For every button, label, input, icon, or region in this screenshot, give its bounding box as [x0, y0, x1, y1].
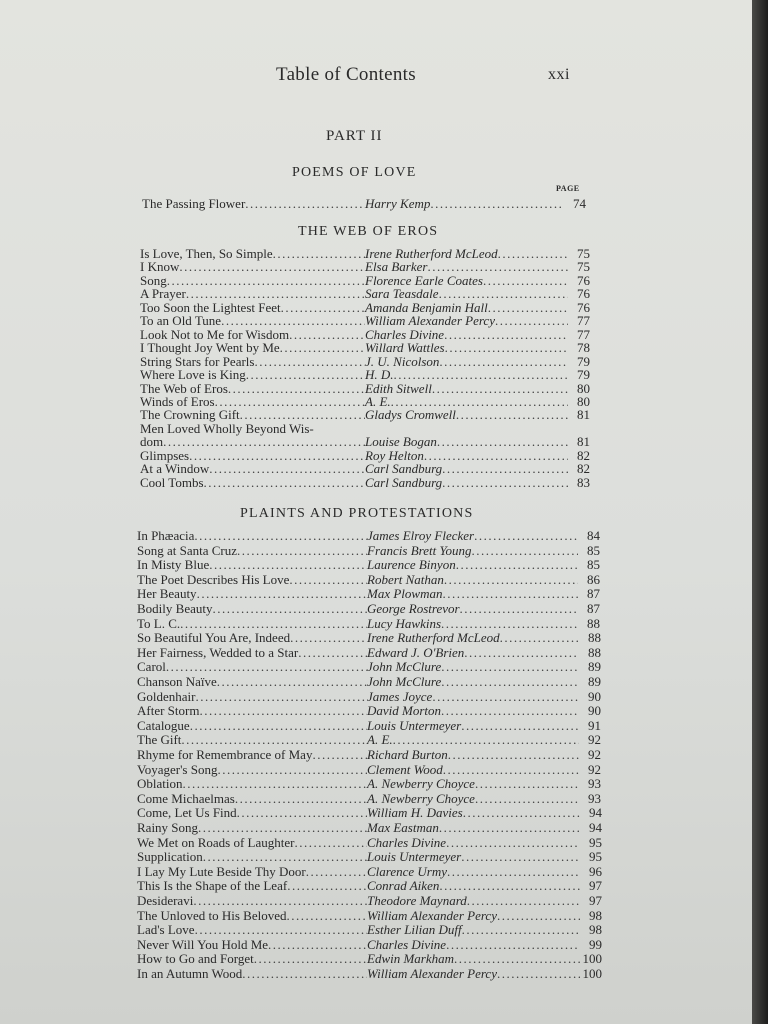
toc-entry-title: At a Window	[140, 461, 210, 477]
dot-leader	[497, 908, 580, 924]
dot-leader	[462, 922, 580, 938]
dot-leader	[448, 747, 579, 763]
toc-entry-author: Edith Sitwell	[365, 380, 432, 396]
dot-leader	[443, 762, 579, 778]
toc-entry-author: John McClure	[367, 674, 442, 689]
toc-entry-author: Richard Burton	[367, 747, 448, 762]
toc-entry-author: A. Newberry Choyce	[367, 790, 475, 806]
toc-entry-author: Edwin Markham	[367, 951, 455, 967]
toc-entry-author: Louise Bogan	[365, 434, 437, 450]
toc-entry-author: Irene Rutherford McLeod	[365, 246, 498, 261]
toc-entry-title: We Met on Roads of Laughter	[137, 834, 295, 850]
dot-leader	[194, 528, 367, 544]
toc-entry-title: The Passing Flower	[142, 196, 246, 211]
dot-leader	[268, 937, 367, 953]
toc-entry-page: 95	[589, 834, 602, 850]
dot-leader	[217, 674, 367, 690]
toc-entry-page: 83	[577, 474, 590, 490]
toc-entry-page: 77	[577, 326, 590, 342]
dot-leader	[442, 475, 568, 491]
dot-leader	[441, 616, 578, 632]
toc-entry-author: James Joyce	[367, 688, 433, 704]
toc-entry-author: Clement Wood	[367, 761, 443, 777]
dot-leader	[290, 630, 367, 646]
toc-entry	[137, 543, 600, 559]
dot-leader	[212, 601, 367, 617]
toc-entry-title: In Phæacia	[137, 528, 195, 543]
toc-entry-page: 76	[577, 286, 590, 302]
toc-entry-author: George Rostrevor	[367, 601, 460, 616]
dot-leader	[289, 572, 367, 588]
toc-entry-title: The Web of Eros	[140, 380, 228, 396]
dot-leader	[195, 922, 367, 938]
toc-entry-page: 80	[577, 380, 590, 396]
toc-entry	[137, 893, 602, 909]
toc-entry-page: 74	[573, 196, 586, 211]
dot-leader	[235, 791, 367, 807]
dot-leader	[461, 718, 579, 734]
toc-entry-title: Supplication	[137, 849, 203, 865]
toc-entry-author: Charles Divine	[367, 936, 447, 952]
page-folio: xxi	[548, 66, 570, 83]
toc-entry-title: I Know	[140, 259, 180, 275]
toc-entry-page: 100	[582, 966, 602, 981]
toc-entry-author: Louis Untermeyer	[367, 849, 462, 865]
toc-entry	[137, 586, 600, 602]
dot-leader	[198, 820, 367, 836]
toc-entry-author: Edward J. O'Brien	[367, 644, 465, 660]
dot-leader	[441, 674, 579, 690]
toc-entry-title: The Gift	[137, 732, 182, 748]
toc-entry	[137, 557, 600, 573]
toc-entry-title: To an Old Tune	[140, 313, 222, 329]
dot-leader	[306, 864, 367, 880]
toc-entry-title: Song	[140, 272, 167, 288]
toc-entry-page: 94	[589, 820, 602, 835]
dot-leader	[456, 407, 568, 423]
toc-entry-page: 99	[589, 936, 602, 952]
running-head: Table of Contents	[276, 64, 416, 85]
toc-entry-page: 88	[587, 615, 600, 631]
toc-entry-author: Lucy Hawkins	[367, 615, 442, 631]
toc-entry	[137, 747, 601, 763]
toc-entry-page: 91	[588, 717, 601, 733]
dot-leader	[447, 864, 580, 880]
toc-entry	[137, 864, 602, 880]
dot-leader	[203, 849, 367, 865]
dot-leader	[442, 586, 578, 602]
toc-entry-author: Charles Divine	[365, 326, 445, 342]
toc-entry-author: Harry Kemp	[365, 196, 431, 211]
toc-entry	[137, 791, 601, 807]
toc-entry-title: After Storm	[137, 703, 200, 719]
toc-entry-title: String Stars for Pearls	[140, 353, 255, 369]
toc-entry-title: Catalogue	[137, 717, 190, 733]
toc-entry-title: Voyager's Song	[137, 761, 218, 777]
toc-entry-title: Rhyme for Remembrance of May	[137, 747, 313, 762]
dot-leader	[441, 659, 579, 675]
toc-entry-page: 86	[587, 571, 600, 587]
toc-entry-page: 82	[577, 461, 590, 477]
toc-entry	[137, 937, 602, 953]
toc-entry	[137, 689, 601, 705]
toc-entry-title: Glimpses	[140, 447, 190, 463]
dot-leader	[500, 630, 579, 646]
page-column-label: PAGE	[556, 184, 580, 193]
toc-entry-page: 78	[577, 340, 590, 356]
dot-leader	[195, 689, 367, 705]
toc-entry	[137, 878, 602, 894]
toc-entry-author: Willard Wattles	[365, 340, 445, 356]
dot-leader	[474, 528, 578, 544]
toc-entry-author: Louis Untermeyer	[367, 717, 462, 733]
toc-entry-page: 88	[588, 644, 601, 660]
toc-entry-page: 85	[587, 557, 600, 573]
dot-leader	[166, 659, 367, 675]
toc-entry-title: Come, Let Us Find	[137, 805, 237, 821]
dot-leader	[180, 616, 367, 632]
dot-leader	[197, 586, 367, 602]
dot-leader	[204, 475, 365, 491]
toc-entry-page: 92	[588, 747, 601, 762]
book-edge	[752, 0, 768, 1024]
toc-entry-title: This Is the Shape of the Leaf	[137, 878, 288, 894]
toc-entry-page: 75	[577, 259, 590, 275]
dot-leader	[294, 835, 367, 851]
toc-entry-page: 92	[588, 761, 601, 777]
toc-entry-title: The Unloved to His Beloved	[137, 907, 287, 923]
toc-entry-page: 82	[577, 447, 590, 463]
toc-entry-page: 97	[589, 878, 602, 894]
dot-leader	[464, 645, 579, 661]
toc-entry-author: James Elroy Flecker	[367, 528, 475, 543]
toc-entry-title: Oblation	[137, 776, 183, 792]
toc-entry	[137, 659, 601, 675]
toc-entry-title: Song at Santa Cruz	[137, 542, 238, 558]
toc-entry-title: dom	[140, 434, 164, 450]
toc-entry-author: David Morton	[367, 703, 442, 719]
dot-leader	[393, 732, 579, 748]
dot-leader	[199, 703, 367, 719]
part-heading: PART II	[326, 128, 383, 144]
toc-entry-title: The Crowning Gift	[140, 407, 240, 423]
toc-entry-title: To L. C.	[137, 615, 181, 631]
toc-entry-author: Roy Helton	[365, 447, 424, 463]
dot-leader	[237, 543, 367, 559]
toc-entry-author: Conrad Aiken	[367, 878, 440, 894]
toc-entry-title: I Thought Joy Went by Me	[140, 340, 280, 356]
toc-entry-page: 77	[577, 313, 590, 329]
toc-entry	[137, 703, 601, 719]
dot-leader	[217, 762, 367, 778]
toc-entry-author: Elsa Barker	[365, 259, 428, 275]
toc-entry-title: Lad's Love	[137, 922, 195, 938]
toc-entry-author: Max Eastman	[367, 820, 439, 835]
toc-entry-title: Where Love is King	[140, 367, 246, 383]
toc-entry-page: 76	[577, 299, 590, 315]
dot-leader	[298, 645, 367, 661]
toc-entry	[137, 908, 602, 924]
toc-entry-title: Her Fairness, Wedded to a Star	[137, 644, 299, 660]
toc-entry-author: A. Newberry Choyce	[367, 776, 475, 792]
toc-entry	[137, 820, 602, 836]
toc-entry-title: I Lay My Lute Beside Thy Door	[137, 863, 306, 879]
toc-entry-title: In an Autumn Wood	[137, 966, 243, 981]
dot-leader	[181, 732, 367, 748]
toc-entry-page: 80	[577, 393, 590, 409]
dot-leader	[497, 966, 580, 982]
dot-leader	[430, 196, 564, 212]
section-heading-poems-of-love: POEMS OF LOVE	[292, 165, 417, 180]
dot-leader	[444, 572, 578, 588]
toc-entry	[137, 601, 600, 617]
toc-entry-title: Rainy Song	[137, 820, 199, 835]
dot-leader	[454, 951, 580, 967]
toc-entry-author: Laurence Binyon	[367, 557, 456, 573]
toc-entry-author: Gladys Cromwell	[365, 407, 456, 423]
toc-entry-title: Chanson Naïve	[137, 674, 217, 689]
toc-entry-page: 92	[588, 732, 601, 748]
section-heading-web-of-eros: THE WEB OF EROS	[298, 224, 439, 239]
toc-entry-page: 84	[587, 528, 600, 543]
toc-entry-title: Bodily Beauty	[137, 601, 213, 616]
toc-entry-title: Desideravi	[137, 893, 194, 908]
toc-entry	[137, 805, 602, 821]
toc-entry-page: 93	[588, 776, 601, 792]
toc-entry-author: Clarence Urmy	[367, 863, 448, 879]
dot-leader	[439, 878, 580, 894]
dot-leader	[242, 966, 367, 982]
dot-leader	[456, 557, 578, 573]
toc-entry-author: William Alexander Percy	[365, 313, 495, 329]
toc-entry-title: Look Not to Me for Wisdom	[140, 326, 290, 342]
dot-leader	[190, 718, 367, 734]
toc-entry-page: 88	[588, 630, 601, 646]
toc-entry-page: 90	[588, 688, 601, 704]
toc-entry-title: Carol	[137, 659, 166, 675]
toc-entry-title: Cool Tombs	[140, 474, 204, 490]
dot-leader	[446, 835, 580, 851]
toc-entry-title: Never Will You Hold Me	[137, 936, 269, 952]
dot-leader	[312, 747, 367, 763]
dot-leader	[254, 951, 367, 967]
toc-entry-page: 79	[577, 367, 590, 383]
toc-entry-page: 87	[587, 601, 600, 616]
toc-entry-page: 98	[589, 922, 602, 938]
dot-leader	[460, 601, 578, 617]
toc-entry-page: 81	[577, 407, 590, 423]
toc-entry	[137, 528, 600, 544]
toc-entry-page: 75	[577, 246, 590, 261]
toc-entry-author: Theodore Maynard	[367, 893, 467, 908]
toc-entry-page: 85	[587, 542, 600, 558]
toc-entry	[140, 475, 590, 491]
dot-leader	[461, 849, 580, 865]
toc-entry-title: So Beautiful You Are, Indeed	[137, 630, 291, 646]
dot-leader	[441, 703, 579, 719]
dot-leader	[446, 937, 580, 953]
toc-entry-page: 95	[589, 849, 602, 865]
toc-entry	[137, 835, 602, 851]
toc-entry-author: Robert Nathan	[367, 571, 444, 587]
toc-entry-page: 97	[589, 893, 602, 908]
dot-leader	[475, 791, 579, 807]
toc-entry	[137, 762, 601, 778]
dot-leader	[237, 805, 367, 821]
toc-entry-author: Florence Earle Coates	[365, 272, 483, 288]
toc-entry-author: John McClure	[367, 659, 442, 675]
toc-entry-author: Esther Lilian Duff	[367, 922, 462, 938]
toc-entry-page: 98	[589, 907, 602, 923]
toc-entry-page: 76	[577, 272, 590, 288]
toc-entry-title: Goldenhair	[137, 688, 196, 704]
toc-entry-author: William H. Davies	[367, 805, 463, 821]
toc-entry-page: 96	[589, 863, 602, 879]
dot-leader	[475, 776, 579, 792]
toc-entry-title: In Misty Blue	[137, 557, 210, 573]
toc-entry-author: J. U. Nicolson	[365, 353, 440, 369]
dot-leader	[209, 557, 367, 573]
toc-entry-author: A. E.	[367, 732, 393, 748]
toc-entry-author: Carl Sandburg	[365, 474, 443, 490]
dot-leader	[432, 689, 579, 705]
dot-leader	[463, 805, 580, 821]
toc-entry-page: 90	[588, 703, 601, 719]
toc-entry-page: 87	[587, 586, 600, 602]
toc-entry-title: Is Love, Then, So Simple	[140, 246, 273, 261]
toc-entry-author: Amanda Benjamin Hall	[365, 299, 488, 315]
toc-entry-title: Come Michaelmas	[137, 790, 235, 806]
toc-entry-title: A Prayer	[140, 286, 186, 302]
toc-entry-title-line: Men Loved Wholly Beyond Wis-	[140, 420, 314, 436]
toc-entry-title: Too Soon the Lightest Feet	[140, 299, 281, 315]
toc-entry-page: 100	[582, 951, 602, 967]
toc-entry-title: How to Go and Forget	[137, 951, 254, 967]
toc-entry	[137, 616, 600, 632]
dot-leader	[245, 196, 365, 212]
toc-entry-author: Max Plowman	[367, 586, 443, 602]
toc-entry	[137, 849, 602, 865]
toc-entry-page: 89	[588, 674, 601, 689]
dot-leader	[472, 543, 579, 559]
toc-entry-page: 94	[589, 805, 602, 821]
toc-entry-title: The Poet Describes His Love	[137, 571, 290, 587]
section-heading-plaints-and-protestations: PLAINTS AND PROTESTATIONS	[240, 506, 474, 521]
dot-leader	[183, 776, 368, 792]
toc-entry-page: 81	[577, 434, 590, 450]
toc-entry-author: William Alexander Percy	[367, 907, 497, 923]
toc-entry-page: 93	[588, 790, 601, 806]
toc-entry	[137, 630, 601, 646]
dot-leader	[439, 820, 580, 836]
toc-entry	[137, 922, 602, 938]
toc-entry	[137, 776, 601, 792]
toc-entry-author: Charles Divine	[367, 834, 447, 850]
toc-entry-author: Irene Rutherford McLeod	[367, 630, 500, 646]
toc-entry	[137, 732, 601, 748]
toc-entry-author: Carl Sandburg	[365, 461, 443, 477]
dot-leader	[193, 893, 367, 909]
toc-entry-author: H. D.	[365, 367, 394, 383]
toc-entry-page: 89	[588, 659, 601, 675]
toc-entry-author: A. E.	[365, 393, 391, 409]
toc-entry	[137, 718, 601, 734]
toc-entry	[137, 951, 602, 967]
toc-entry	[137, 674, 601, 690]
toc-entry-author: Sara Teasdale	[365, 286, 439, 302]
toc-entry	[142, 196, 586, 212]
toc-entry-title: Winds of Eros	[140, 393, 215, 409]
dot-leader	[287, 878, 367, 894]
toc-entry	[137, 572, 600, 588]
toc-entry	[137, 645, 601, 661]
toc-entry-author: William Alexander Percy	[367, 966, 497, 981]
toc-entry-author: Francis Brett Young	[367, 542, 472, 558]
toc-entry-page: 79	[577, 353, 590, 369]
toc-entry	[137, 966, 602, 982]
dot-leader	[467, 893, 580, 909]
dot-leader	[286, 908, 367, 924]
toc-entry-title: Her Beauty	[137, 586, 197, 602]
